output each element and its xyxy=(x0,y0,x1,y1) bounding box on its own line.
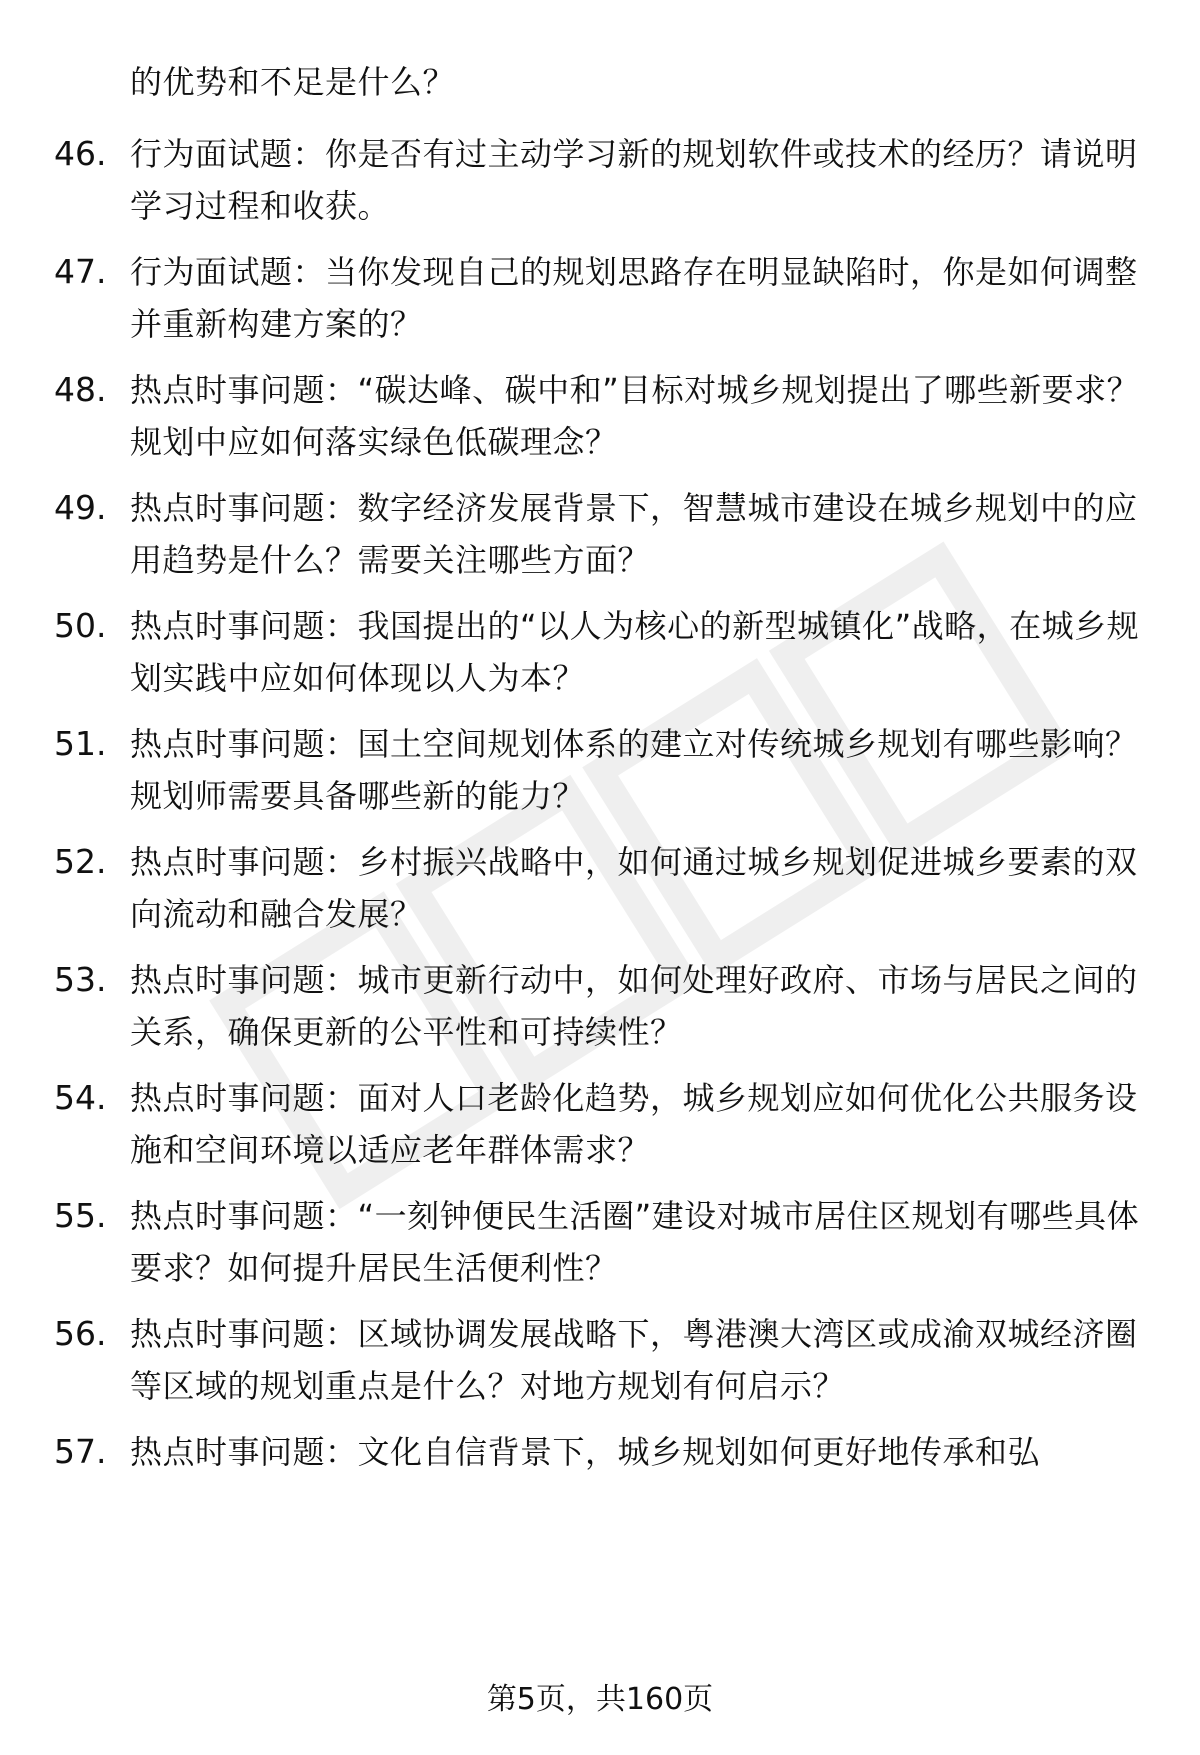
item-text: 热点时事问题：区域协调发展战略下，粤港澳大湾区或成渝双城经济圈等区域的规划重点是什么？对地方规划有何启示？ xyxy=(130,1315,1138,1405)
item-text: 的优势和不足是什么？ xyxy=(130,63,456,101)
item-text: 行为面试题：你是否有过主动学习新的规划软件或技术的经历？请说明学习过程和收获。 xyxy=(130,135,1138,225)
item-number: 50. xyxy=(54,606,107,645)
item-number: 53. xyxy=(54,960,107,999)
item-number: 51. xyxy=(54,724,107,763)
item-text: 热点时事问题：“碳达峰、碳中和”目标对城乡规划提出了哪些新要求？规划中应如何落实绿色低碳理念？ xyxy=(130,371,1140,461)
item-number: 54. xyxy=(54,1078,107,1117)
item-text: 热点时事问题：数字经济发展背景下，智慧城市建设在城乡规划中的应用趋势是什么？需要关注哪些方面？ xyxy=(130,489,1138,579)
item-text: 热点时事问题：面对人口老龄化趋势，城乡规划应如何优化公共服务设施和空间环境以适应老年群体需求？ xyxy=(130,1079,1138,1169)
item-text: 热点时事问题：文化自信背景下，城乡规划如何更好地传承和弘 xyxy=(130,1433,1041,1471)
item-number: 49. xyxy=(54,488,107,527)
item-number: 56. xyxy=(54,1314,107,1353)
item-text: 热点时事问题：我国提出的“以人为核心的新型城镇化”战略，在城乡规划实践中应如何体现以人为本？ xyxy=(130,607,1140,697)
item-text: 热点时事问题：乡村振兴战略中，如何通过城乡规划促进城乡要素的双向流动和融合发展？ xyxy=(130,843,1138,933)
item-number: 55. xyxy=(54,1196,107,1235)
page-footer: 第5页，共160页 xyxy=(486,1682,714,1717)
item-number: 52. xyxy=(54,842,107,881)
item-number: 57. xyxy=(54,1432,107,1471)
item-number: 48. xyxy=(54,370,107,409)
item-text: 行为面试题：当你发现自己的规划思路存在明显缺陷时，你是如何调整并重新构建方案的？ xyxy=(130,253,1138,343)
item-text: 热点时事问题：城市更新行动中，如何处理好政府、市场与居民之间的关系，确保更新的公平性和可持续性？ xyxy=(130,961,1138,1051)
item-text: 热点时事问题：国土空间规划体系的建立对传统城乡规划有哪些影响？规划师需要具备哪些新的能力？ xyxy=(130,725,1138,815)
item-number: 47. xyxy=(54,252,107,291)
item-number: 46. xyxy=(54,134,107,173)
item-text: 热点时事问题：“一刻钟便民生活圈”建设对城市居住区规划有哪些具体要求？如何提升居民生活便利性？ xyxy=(130,1197,1140,1287)
